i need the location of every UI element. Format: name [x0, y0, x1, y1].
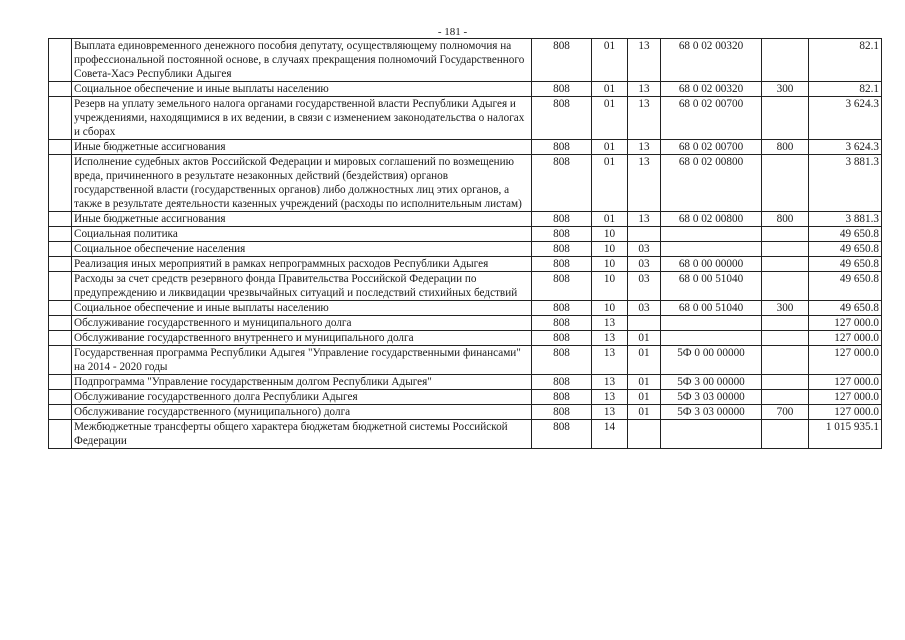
grbs-code: 808 — [532, 390, 592, 405]
expense-type-code — [762, 257, 809, 272]
expense-type-code: 800 — [762, 212, 809, 227]
budget-table — [48, 38, 882, 449]
gutter-cell — [49, 346, 72, 375]
section-code: 01 — [592, 212, 628, 227]
target-article-code: 68 0 02 00320 — [661, 82, 762, 97]
gutter-cell — [49, 390, 72, 405]
expense-type-code — [762, 272, 809, 301]
subsection-code: 13 — [628, 212, 661, 227]
expense-name: Обслуживание государственного внутреннего и муниципального долга — [72, 331, 532, 346]
grbs-code: 808 — [532, 301, 592, 316]
amount: 49 650.8 — [809, 257, 882, 272]
grbs-code: 808 — [532, 272, 592, 301]
target-article-code: 5Ф 3 00 00000 — [661, 375, 762, 390]
expense-type-code — [762, 227, 809, 242]
amount: 3 624.3 — [809, 97, 882, 140]
gutter-cell — [49, 301, 72, 316]
gutter-cell — [49, 242, 72, 257]
gutter-cell — [49, 227, 72, 242]
amount: 3 881.3 — [809, 155, 882, 212]
subsection-code: 03 — [628, 257, 661, 272]
gutter-cell — [49, 155, 72, 212]
section-code: 01 — [592, 155, 628, 212]
table-row — [49, 420, 882, 449]
grbs-code: 808 — [532, 420, 592, 449]
target-article-code — [661, 242, 762, 257]
grbs-code: 808 — [532, 97, 592, 140]
amount: 127 000.0 — [809, 346, 882, 375]
target-article-code: 68 0 02 00700 — [661, 140, 762, 155]
section-code: 13 — [592, 331, 628, 346]
expense-name: Обслуживание государственного (муниципального) долга — [72, 405, 532, 420]
amount: 82.1 — [809, 82, 882, 97]
subsection-code: 13 — [628, 97, 661, 140]
expense-name: Обслуживание государственного долга Республики Адыгея — [72, 390, 532, 405]
target-article-code: 5Ф 0 00 00000 — [661, 346, 762, 375]
gutter-cell — [49, 331, 72, 346]
table-row — [49, 82, 882, 97]
amount: 127 000.0 — [809, 375, 882, 390]
grbs-code: 808 — [532, 39, 592, 82]
amount: 127 000.0 — [809, 390, 882, 405]
amount: 49 650.8 — [809, 242, 882, 257]
gutter-cell — [49, 272, 72, 301]
table-row — [49, 140, 882, 155]
expense-name: Социальная политика — [72, 227, 532, 242]
target-article-code: 68 0 00 00000 — [661, 257, 762, 272]
grbs-code: 808 — [532, 82, 592, 97]
target-article-code: 68 0 02 00700 — [661, 97, 762, 140]
expense-name: Социальное обеспечение населения — [72, 242, 532, 257]
subsection-code — [628, 420, 661, 449]
section-code: 01 — [592, 82, 628, 97]
subsection-code: 01 — [628, 375, 661, 390]
table-row — [49, 375, 882, 390]
amount: 49 650.8 — [809, 301, 882, 316]
subsection-code: 03 — [628, 301, 661, 316]
grbs-code: 808 — [532, 227, 592, 242]
expense-name: Расходы за счет средств резервного фонда Правительства Российской Федерации по предупреждению и ликвидации чрезвычайных ситуаций и последствий стихийных бедствий — [72, 272, 532, 301]
target-article-code — [661, 227, 762, 242]
table-row — [49, 227, 882, 242]
target-article-code: 68 0 02 00320 — [661, 39, 762, 82]
expense-type-code: 300 — [762, 301, 809, 316]
expense-type-code: 300 — [762, 82, 809, 97]
subsection-code: 01 — [628, 346, 661, 375]
grbs-code: 808 — [532, 242, 592, 257]
grbs-code: 808 — [532, 375, 592, 390]
table-row — [49, 212, 882, 227]
section-code: 10 — [592, 242, 628, 257]
expense-type-code: 800 — [762, 140, 809, 155]
target-article-code: 5Ф 3 03 00000 — [661, 390, 762, 405]
table-row — [49, 155, 882, 212]
grbs-code: 808 — [532, 212, 592, 227]
subsection-code: 13 — [628, 39, 661, 82]
grbs-code: 808 — [532, 155, 592, 212]
gutter-cell — [49, 97, 72, 140]
table-row — [49, 97, 882, 140]
table-row — [49, 390, 882, 405]
expense-type-code — [762, 420, 809, 449]
expense-type-code — [762, 346, 809, 375]
section-code: 10 — [592, 257, 628, 272]
expense-name: Выплата единовременного денежного пособия депутату, осуществляющему полномочия на профессиональной постоянной основе, в случаях прекращения полномочий Государственного Совета-Хасэ Республики Адыгея — [72, 39, 532, 82]
expense-name: Иные бюджетные ассигнования — [72, 140, 532, 155]
amount: 127 000.0 — [809, 331, 882, 346]
grbs-code: 808 — [532, 331, 592, 346]
subsection-code: 13 — [628, 155, 661, 212]
target-article-code: 68 0 00 51040 — [661, 272, 762, 301]
expense-type-code — [762, 316, 809, 331]
grbs-code: 808 — [532, 405, 592, 420]
subsection-code: 01 — [628, 405, 661, 420]
subsection-code: 01 — [628, 331, 661, 346]
table-row — [49, 405, 882, 420]
amount: 1 015 935.1 — [809, 420, 882, 449]
expense-name: Социальное обеспечение и иные выплаты населению — [72, 82, 532, 97]
section-code: 14 — [592, 420, 628, 449]
expense-type-code — [762, 155, 809, 212]
expense-type-code — [762, 39, 809, 82]
section-code: 01 — [592, 97, 628, 140]
section-code: 10 — [592, 272, 628, 301]
amount: 82.1 — [809, 39, 882, 82]
section-code: 13 — [592, 405, 628, 420]
table-row — [49, 242, 882, 257]
grbs-code: 808 — [532, 346, 592, 375]
table-row — [49, 346, 882, 375]
page-number: - 181 - — [437, 26, 468, 38]
expense-name: Социальное обеспечение и иные выплаты населению — [72, 301, 532, 316]
grbs-code: 808 — [532, 257, 592, 272]
amount: 49 650.8 — [809, 272, 882, 301]
section-code: 13 — [592, 390, 628, 405]
gutter-cell — [49, 82, 72, 97]
expense-name: Обслуживание государственного и муниципального долга — [72, 316, 532, 331]
subsection-code — [628, 316, 661, 331]
table-row — [49, 39, 882, 82]
expense-name: Реализация иных мероприятий в рамках непрограммных расходов Республики Адыгея — [72, 257, 532, 272]
subsection-code: 13 — [628, 82, 661, 97]
gutter-cell — [49, 257, 72, 272]
section-code: 13 — [592, 346, 628, 375]
expense-type-code — [762, 390, 809, 405]
amount: 3 881.3 — [809, 212, 882, 227]
section-code: 13 — [592, 375, 628, 390]
gutter-cell — [49, 420, 72, 449]
target-article-code — [661, 420, 762, 449]
expense-type-code — [762, 375, 809, 390]
subsection-code — [628, 227, 661, 242]
amount: 3 624.3 — [809, 140, 882, 155]
expense-type-code — [762, 97, 809, 140]
expense-name: Подпрограмма "Управление государственным долгом Республики Адыгея" — [72, 375, 532, 390]
table-row — [49, 257, 882, 272]
gutter-cell — [49, 316, 72, 331]
target-article-code: 68 0 02 00800 — [661, 212, 762, 227]
expense-type-code — [762, 331, 809, 346]
grbs-code: 808 — [532, 140, 592, 155]
expense-name: Иные бюджетные ассигнования — [72, 212, 532, 227]
expense-type-code — [762, 242, 809, 257]
amount: 127 000.0 — [809, 316, 882, 331]
expense-name: Резерв на уплату земельного налога органами государственной власти Республики Адыгея и учреждениями, находящимися в их ведении, в связи с изменением законодательства о налогах и сборах — [72, 97, 532, 140]
target-article-code: 68 0 02 00800 — [661, 155, 762, 212]
section-code: 13 — [592, 316, 628, 331]
grbs-code: 808 — [532, 316, 592, 331]
target-article-code: 68 0 00 51040 — [661, 301, 762, 316]
expense-name: Межбюджетные трансферты общего характера бюджетам бюджетной системы Российской Федерации — [72, 420, 532, 449]
gutter-cell — [49, 39, 72, 82]
table-row — [49, 331, 882, 346]
expense-name: Государственная программа Республики Адыгея "Управление государственными финансами" на 2014 - 2020 годы — [72, 346, 532, 375]
table-row — [49, 272, 882, 301]
expense-type-code: 700 — [762, 405, 809, 420]
amount: 127 000.0 — [809, 405, 882, 420]
table-row — [49, 316, 882, 331]
section-code: 10 — [592, 227, 628, 242]
section-code: 01 — [592, 140, 628, 155]
section-code: 10 — [592, 301, 628, 316]
section-code: 01 — [592, 39, 628, 82]
table-row — [49, 301, 882, 316]
subsection-code: 03 — [628, 242, 661, 257]
gutter-cell — [49, 405, 72, 420]
target-article-code — [661, 331, 762, 346]
target-article-code: 5Ф 3 03 00000 — [661, 405, 762, 420]
gutter-cell — [49, 375, 72, 390]
expense-name: Исполнение судебных актов Российской Федерации и мировых соглашений по возмещению вреда, причиненного в результате незаконных действий (бездействия) органов государственной власти (государственных органов) либо должностных лиц этих органов, а также в результате деятельности казенных учреждений (расходы по исполнительным листам) — [72, 155, 532, 212]
gutter-cell — [49, 212, 72, 227]
amount: 49 650.8 — [809, 227, 882, 242]
subsection-code: 01 — [628, 390, 661, 405]
subsection-code: 03 — [628, 272, 661, 301]
target-article-code — [661, 316, 762, 331]
gutter-cell — [49, 140, 72, 155]
subsection-code: 13 — [628, 140, 661, 155]
